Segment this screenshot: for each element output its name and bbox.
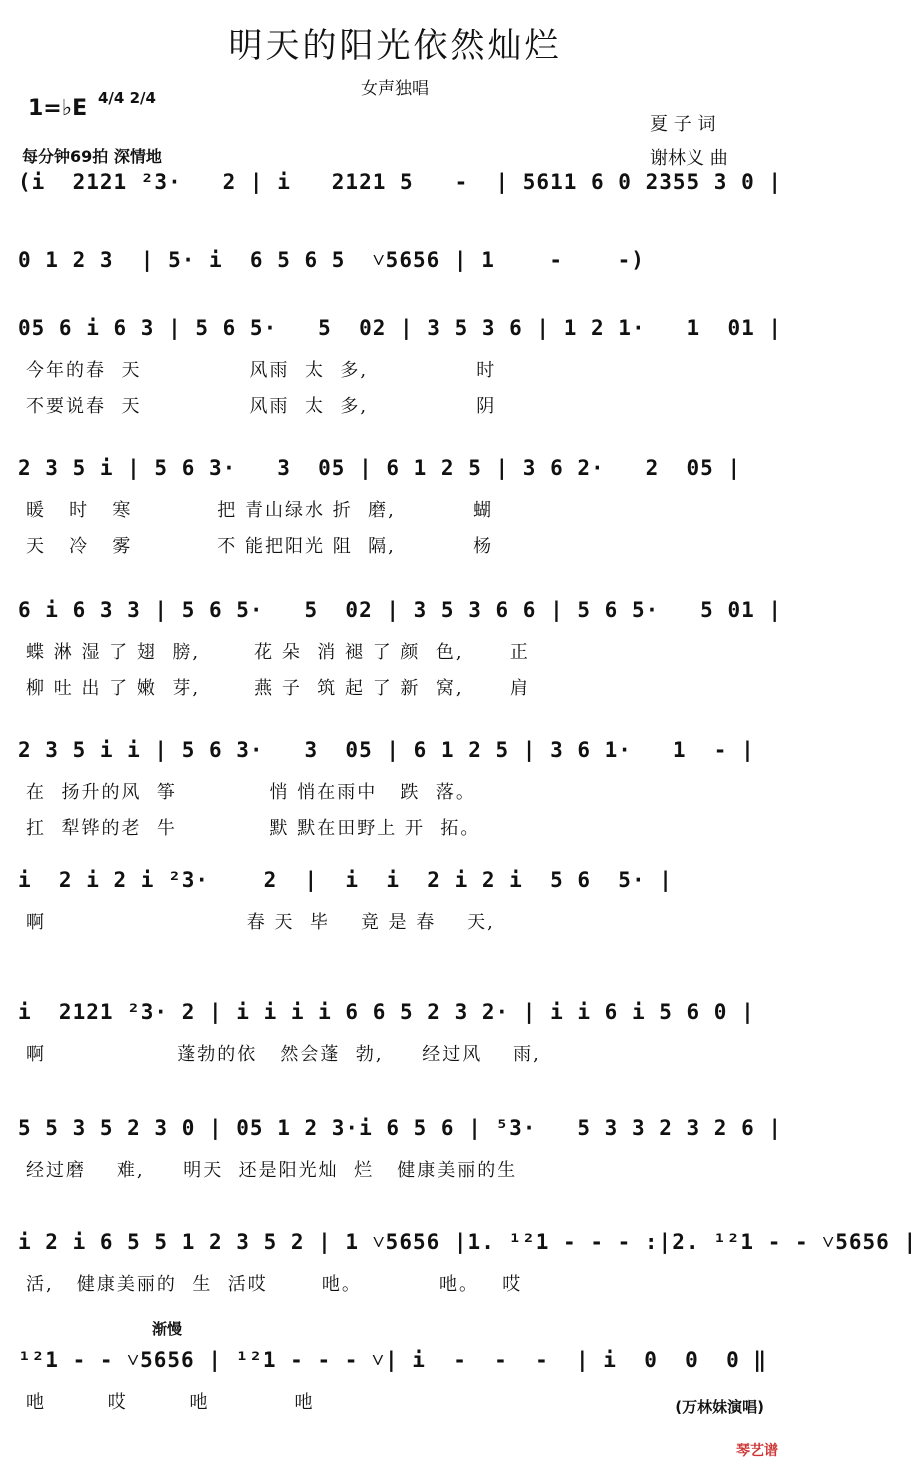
lyrics-verse-2: 不要说春 天 风雨 太 多, 阴 bbox=[26, 396, 497, 417]
notation-text: i 2 i 2 i ²3· 2 | i i 2 i 2 i 5 6 5· | bbox=[18, 868, 673, 892]
tempo-change-marking: 渐慢 bbox=[152, 1320, 183, 1338]
lyrics-verse-1: 啊 蓬勃的依 然会蓬 勃, 经过风 雨, bbox=[26, 1044, 541, 1065]
notation-text: 0 1 2 3 | 5· i 6 5 6 5 ˅5656 | 1 - -) bbox=[18, 248, 645, 272]
composer-credit: 谢林义 曲 bbox=[650, 148, 728, 169]
score-line bbox=[18, 248, 774, 312]
lyricist-credit: 夏 子 词 bbox=[650, 114, 716, 135]
key-signature: 1=♭E bbox=[28, 96, 88, 121]
site-watermark: 琴艺谱 bbox=[736, 1443, 778, 1459]
lyrics-verse-2: 天 冷 雾 不 能把阳光 阻 隔, 杨 bbox=[26, 536, 494, 557]
lyrics-verse-1: 经过磨 难, 明天 还是阳光灿 烂 健康美丽的生 bbox=[26, 1160, 518, 1181]
lyrics-verse-1: 暖 时 寒 把 青山绿水 折 磨, 蝴 bbox=[26, 500, 494, 521]
tempo-marking: 每分钟69拍 深情地 bbox=[22, 147, 162, 166]
lyrics-verse-1: 在 扬升的风 筝 悄 悄在雨中 跌 落。 bbox=[26, 782, 476, 803]
lyrics-verse-2: 扛 犁铧的老 牛 默 默在田野上 开 拓。 bbox=[26, 818, 481, 839]
lyrics-verse-1: 吔 哎 吔 吔 bbox=[26, 1392, 315, 1413]
performer-credit: (万林妹演唱) bbox=[675, 1398, 764, 1416]
song-subtitle: 女声独唱 bbox=[361, 79, 429, 99]
lyrics-verse-1: 活, 健康美丽的 生 活哎 吔。 吔。 哎 bbox=[26, 1274, 523, 1295]
notation-text: 2 3 5 i i | 5 6 3· 3 05 | 6 1 2 5 | 3 6 1· 1 - | bbox=[18, 738, 755, 762]
notation-text: ¹²1 - - ˅5656 | ¹²1 - - - ˅| i - - - | i 0 0 0 ‖ bbox=[18, 1348, 768, 1372]
notation-text: i 2 i 6 5 5 1 2 3 5 2 | 1 ˅5656 |1. ¹²1 - - - :|2. ¹²1 - - ˅5656 | bbox=[18, 1230, 917, 1254]
notation-text: 05 6 i 6 3 | 5 6 5· 5 02 | 3 5 3 6 | 1 2 1· 1 01 | bbox=[18, 316, 783, 340]
notation-text: i 2121 ²3· 2 | i i i i 6 6 5 2 3 2· | i i 6 i 5 6 0 | bbox=[18, 1000, 755, 1024]
time-signature: 4/4 2/4 bbox=[98, 89, 156, 107]
notation-text: (i 2121 ²3· 2 | i 2121 5 - | 5611 6 0 2355 3 0 | bbox=[18, 170, 783, 194]
notation-text: 5 5 3 5 2 3 0 | 05 1 2 3·i 6 5 6 | ⁵3· 5 3 3 2 3 2 6 | bbox=[18, 1116, 783, 1140]
song-title: 明天的阳光依然灿烂 bbox=[228, 26, 562, 66]
notation-text: 6 i 6 3 3 | 5 6 5· 5 02 | 3 5 3 6 6 | 5 6 5· 5 01 | bbox=[18, 598, 783, 622]
notation-text: 2 3 5 i | 5 6 3· 3 05 | 6 1 2 5 | 3 6 2· 2 05 | bbox=[18, 456, 742, 480]
lyrics-verse-1: 今年的春 天 风雨 太 多, 时 bbox=[26, 360, 497, 381]
lyrics-verse-1: 蝶 淋 湿 了 翅 膀, 花 朵 消 褪 了 颜 色, 正 bbox=[26, 642, 530, 663]
score-line bbox=[18, 170, 783, 234]
lyrics-verse-2: 柳 吐 出 了 嫩 芽, 燕 子 筑 起 了 新 窝, 肩 bbox=[26, 678, 530, 699]
lyrics-verse-1: 啊 春 天 毕 竟 是 春 天, bbox=[26, 912, 495, 933]
